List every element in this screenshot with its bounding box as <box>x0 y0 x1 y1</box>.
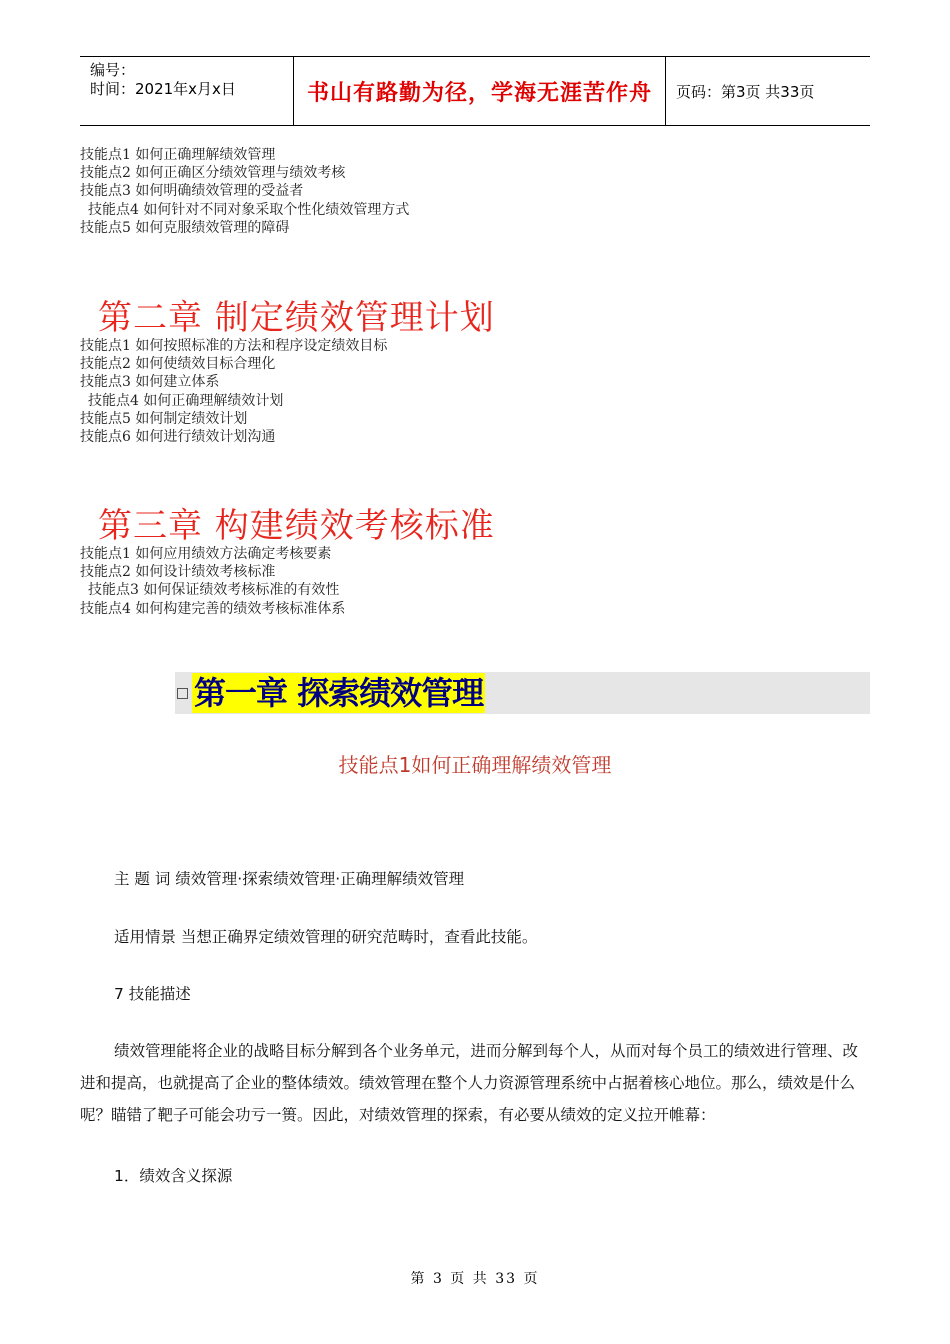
chapter-3-title: 第三章 构建绩效考核标准 <box>98 506 495 546</box>
header-motto: 书山有路勤为径，学海无涯苦作舟 <box>293 57 666 125</box>
header-meta <box>80 57 293 125</box>
toc-item: 技能点3 如何保证绩效考核标准的有效性 <box>88 582 340 599</box>
toc-item: 技能点1 如何按照标准的方法和程序设定绩效目标 <box>80 338 388 354</box>
keywords-line: 主 题 词 绩效管理·探索绩效管理·正确理解绩效管理 <box>114 870 465 888</box>
toc-item: 技能点2 如何设计绩效考核标准 <box>80 564 276 581</box>
toc-chapter-2-list <box>80 337 387 446</box>
header-page-info: 页码：第3页 共33页 <box>676 82 815 101</box>
toc-chapter-1-list <box>80 146 409 237</box>
page-footer: 第 3 页 共 33 页 <box>410 1271 540 1287</box>
chapter-2-title: 第二章 制定绩效管理计划 <box>98 298 495 338</box>
toc-item: 技能点6 如何进行绩效计划沟通 <box>80 429 276 446</box>
toc-item: 技能点1 如何正确理解绩效管理 <box>80 147 276 163</box>
toc-item: 技能点1 如何应用绩效方法确定考核要素 <box>80 546 332 562</box>
toc-item: 技能点4 如何针对不同对象采取个性化绩效管理方式 <box>88 201 410 218</box>
anchor-marker-icon <box>177 688 188 699</box>
subheading-1: 1．绩效含义探源 <box>114 1167 233 1185</box>
toc-item: 技能点4 如何构建完善的绩效考核标准体系 <box>80 600 346 617</box>
toc-item: 技能点3 如何明确绩效管理的受益者 <box>80 183 304 200</box>
toc-chapter-3-list <box>80 545 345 618</box>
toc-item: 技能点2 如何正确区分绩效管理与绩效考核 <box>80 165 346 182</box>
page-header <box>80 56 870 126</box>
time-label: 时间：2021年x月x日 <box>90 80 236 98</box>
toc-item: 技能点4 如何正确理解绩效计划 <box>88 392 284 409</box>
section-title: 技能点1如何正确理解绩效管理 <box>338 753 612 777</box>
toc-item: 技能点5 如何制定绩效计划 <box>80 410 248 427</box>
toc-item: 技能点5 如何克服绩效管理的障碍 <box>80 219 290 236</box>
toc-item: 技能点3 如何建立体系 <box>80 374 220 391</box>
scenario-line: 适用情景 当想正确界定绩效管理的研究范畴时，查看此技能。 <box>114 928 538 946</box>
chapter-1-title: 第一章 探索绩效管理 <box>194 674 484 712</box>
chapter-1-banner <box>175 672 870 714</box>
number-label: 编号： <box>90 61 136 79</box>
skill-desc-heading: 7 技能描述 <box>114 985 191 1003</box>
body-paragraph: 绩效管理能将企业的战略目标分解到各个业务单元，进而分解到每个人，从而对每个员工的绩效进行管理、改进和提高，也就提高了企业的整体绩效。绩效管理在整个人力资源管理系统中占据着核心地位。那么，绩效是什么呢？瞄错了靶子可能会功亏一篑。因此，对绩效管理的探索，有必要从绩效的定义拉开帷幕： <box>80 1042 859 1124</box>
toc-item: 技能点2 如何使绩效目标合理化 <box>80 356 276 373</box>
